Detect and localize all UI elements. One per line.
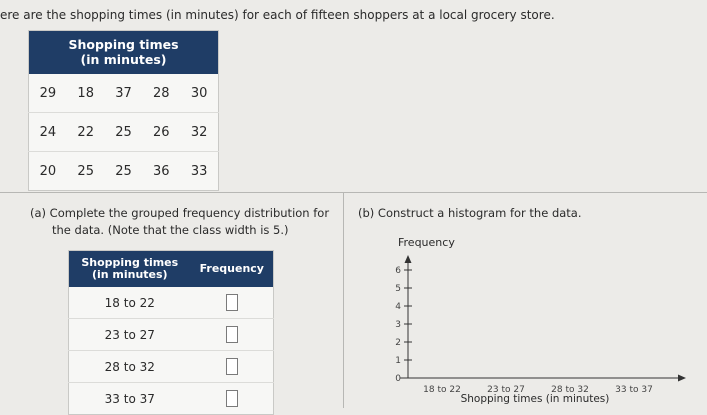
data-cell: 20 [29, 152, 67, 191]
frequency-cell [191, 383, 274, 415]
y-axis-ticks [395, 266, 412, 384]
x-category-label: 23 to 27 [487, 385, 525, 395]
y-tick-label: 1 [395, 356, 401, 366]
data-cell: 18 [77, 85, 94, 101]
data-cell: 37 [115, 85, 132, 101]
y-tick-label: 0 [395, 374, 401, 384]
frequency-distribution-table [68, 250, 274, 415]
frequency-input-23-27[interactable] [226, 326, 238, 343]
shopping-times-data-table [28, 30, 219, 191]
x-axis-arrow-icon [678, 375, 686, 382]
frequency-column-header: Frequency [191, 251, 274, 288]
data-cell: 25 [105, 113, 143, 152]
data-cell: 32 [180, 113, 218, 152]
class-column-header [69, 251, 191, 288]
class-label: 18 to 22 [104, 295, 155, 310]
frequency-cell [191, 319, 274, 351]
data-cell: 29 [39, 85, 57, 101]
data-table-header-line1: Shopping times [68, 37, 179, 52]
table-row [29, 113, 219, 152]
class-label: 23 to 27 [69, 319, 191, 351]
data-cell: 28 [153, 85, 170, 101]
histogram-canvas[interactable] [390, 232, 690, 404]
data-table-header [29, 31, 219, 75]
table-row [69, 383, 274, 415]
table-row [29, 152, 219, 191]
table-row [69, 319, 274, 351]
problem-intro: ere are the shopping times (in minutes) for each of fifteen shoppers at a local grocery store. [0, 8, 555, 22]
class-label: 33 to 37 [69, 383, 191, 415]
frequency-input-18-22[interactable] [226, 294, 238, 311]
frequency-cell [191, 287, 274, 319]
frequency-input-33-37[interactable] [226, 390, 238, 407]
data-cell: 25 [105, 152, 143, 191]
x-category-label: 18 to 22 [423, 385, 461, 395]
y-tick-label: 3 [395, 320, 401, 330]
class-label: 28 to 32 [69, 351, 191, 383]
y-axis-label: Frequency [398, 236, 455, 249]
data-cell: 22 [67, 113, 105, 152]
part-b-instructions: (b) Construct a histogram for the data. [358, 206, 582, 220]
data-cell: 36 [142, 152, 180, 191]
table-row [69, 287, 274, 319]
data-table-header-line2: (in minutes) [80, 52, 167, 67]
data-cell: 25 [67, 152, 105, 191]
x-category-label: 33 to 37 [615, 385, 653, 395]
frequency-cell [191, 351, 274, 383]
x-category-label: 28 to 32 [551, 385, 589, 395]
data-cell: 26 [142, 113, 180, 152]
part-a-instructions [30, 205, 335, 239]
data-cell: 24 [29, 113, 67, 152]
frequency-input-28-32[interactable] [226, 358, 238, 375]
data-cell: 33 [180, 152, 218, 191]
table-row [29, 74, 219, 113]
class-header-line1: Shopping times [81, 256, 179, 269]
y-tick-label: 2 [395, 338, 401, 348]
y-tick-label: 5 [395, 284, 401, 294]
y-tick-label: 6 [395, 266, 401, 276]
y-tick-label: 4 [395, 302, 401, 312]
part-a-line1: (a) Complete the grouped frequency distribution for [30, 206, 330, 220]
y-axis-arrow-icon [405, 255, 412, 263]
class-header-line2: (in minutes) [91, 268, 168, 281]
x-axis-label: Shopping times (in minutes) [460, 393, 610, 404]
table-row [69, 351, 274, 383]
part-a-line2: the data. (Note that the class width is 5.) [52, 223, 289, 237]
column-divider [343, 193, 344, 408]
data-cell: 30 [190, 85, 208, 101]
section-divider [0, 192, 707, 193]
